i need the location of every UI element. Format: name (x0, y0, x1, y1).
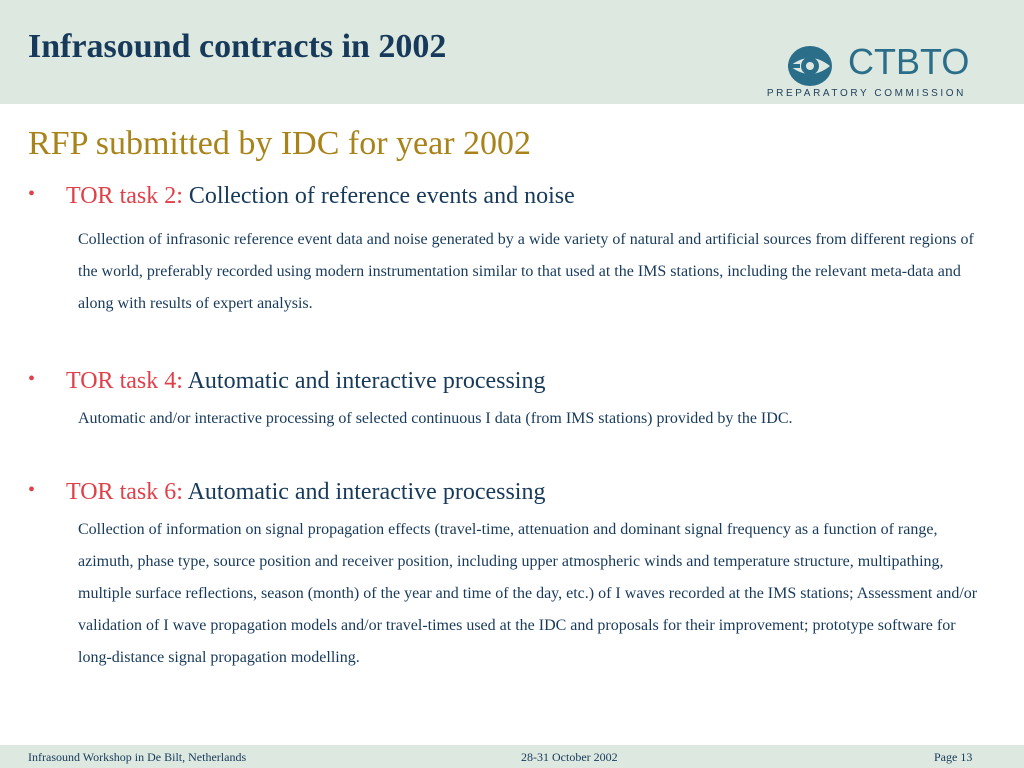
task-description: Automatic and/or interactive processing of selected continuous I data (from IMS stations) provided by the IDC. (78, 410, 793, 427)
logo-subtitle: PREPARATORY COMMISSION (766, 88, 966, 99)
eye-icon (786, 44, 834, 88)
bullet-label (66, 480, 545, 504)
logo-wordmark: CTBTO (848, 41, 970, 82)
footer-bar (0, 745, 1024, 768)
task-heading: Collection of reference events and noise (188, 183, 575, 209)
task-label: TOR task 4: (66, 368, 183, 394)
task-heading: Automatic and interactive processing (187, 368, 546, 394)
task-heading: Automatic and interactive processing (187, 479, 546, 505)
task-description: Collection of infrasonic reference event data and noise generated by a wide variety of natural and artificial sources from different regions of the world, preferably recorded using modern instrumentation similar to that used at the IMS stations, including the relevant meta-data and along with results of expert analysis. (78, 231, 974, 312)
footer-event: Infrasound Workshop in De Bilt, Netherlands (28, 750, 247, 764)
bullet-icon: • (28, 183, 36, 205)
bullet-icon: • (28, 479, 36, 501)
bullet-label (66, 369, 545, 393)
page-number: Page 13 (934, 750, 973, 764)
section-heading: RFP submitted by IDC for year 2002 (28, 125, 532, 162)
bullet-label (66, 184, 575, 208)
header-bar (0, 0, 1024, 104)
task-label: TOR task 6: (66, 479, 183, 505)
task-description: Collection of information on signal propagation effects (travel-time, attenuation and dominant signal frequency as a function of range, azimuth, phase type, source position and receiver position, including upper atmospheric winds and temperature structure, multipathing, multiple surface reflections, season (month) of the year and time of the day, etc.) of I waves recorded at the IMS stations; Assessment and/or validation of I wave propagation models and/or travel-times used at the IDC and proposals for their improvement; prototype software for long-distance signal propagation modelling. (78, 521, 978, 666)
slide-title: Infrasound contracts in 2002 (28, 28, 447, 65)
task-label: TOR task 2: (66, 183, 183, 209)
ctbto-logo (766, 42, 976, 102)
footer-date: 28-31 October 2002 (521, 750, 618, 764)
bullet-icon: • (28, 368, 36, 390)
